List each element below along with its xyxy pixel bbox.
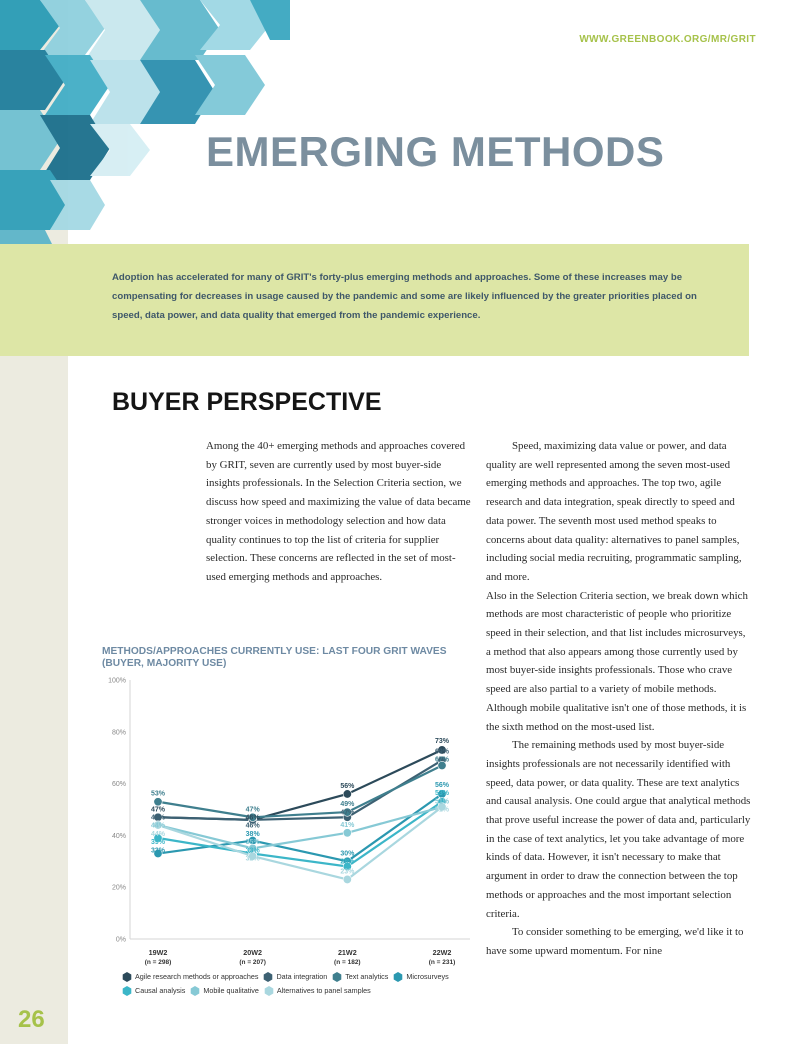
legend-item (122, 984, 185, 998)
data-label: 73% (434, 737, 450, 745)
legend-label: Causal analysis (135, 986, 186, 995)
legend-label: Mobile qualitative (203, 986, 259, 995)
legend-hexagon-icon (263, 972, 273, 982)
data-point (343, 829, 351, 837)
data-label: 67% (434, 756, 450, 764)
x-tick-label: 21W2 (337, 948, 357, 957)
body-paragraph: Among the 40+ emerging methods and approaches covered by GRIT, seven are currently used by most buyer-side insights professionals. In the Selection Criteria section, we discuss how speed and maximizing the value of data became stronger voices in methodology selection and how data quality continues to top the list of criteria for supplier selection. These concerns are reflected in the set of most-used emerging methods and approaches. (206, 440, 471, 583)
data-label: 38% (245, 830, 260, 838)
legend-item (264, 984, 371, 998)
data-label: 33% (150, 847, 166, 855)
data-label: 47% (150, 814, 166, 822)
data-label: 51% (434, 798, 450, 806)
line-chart (95, 672, 485, 972)
data-label: 56% (434, 781, 450, 789)
data-label: 69% (434, 748, 450, 756)
series-line (158, 794, 442, 861)
legend-hexagon-icon (264, 986, 274, 996)
data-label: 46% (245, 814, 260, 822)
legend-item (122, 970, 258, 984)
chart-title: METHODS/APPROACHES CURRENTLY USE: LAST FOUR GRIT WAVES (BUYER, MAJORITY USE) (102, 646, 447, 669)
legend-label: Alternatives to panel samples (276, 986, 371, 995)
y-tick-label: 40% (111, 832, 126, 840)
data-point (154, 798, 162, 806)
data-label: 47% (150, 806, 166, 814)
x-tick-sample-size: (n = 207) (239, 959, 266, 966)
x-tick-sample-size: (n = 298) (144, 959, 172, 966)
hexagon-pattern-decoration (0, 0, 300, 250)
body-column-left (206, 437, 474, 587)
data-point (343, 875, 351, 883)
legend-hexagon-icon (122, 972, 132, 982)
data-label: 23% (340, 868, 355, 876)
legend-label: Microsurveys (406, 972, 449, 981)
series-line (158, 765, 442, 817)
legend-item (393, 970, 448, 984)
data-label: 56% (340, 782, 355, 790)
legend-item (263, 970, 327, 984)
legend-label: Data integration (276, 972, 328, 981)
legend-hexagon-icon (332, 972, 342, 982)
body-paragraph: Also in the Selection Criteria section, we break down which methods are most characteristic of people who prioritize speed in their selection, and that list includes microsurveys, a method that also appears among those currently used by most buyer-side insights professionals. Those who crave speed are also partial to a variety of mobile methods. Although mobile qualitative isn't one of those methods, it is the sixth method on the most-used list. (486, 589, 748, 733)
x-tick-label: 19W2 (148, 948, 168, 957)
data-label: 28% (340, 858, 355, 866)
x-tick-sample-size: (n = 231) (428, 959, 456, 966)
intro-paragraph: Adoption has accelerated for many of GRIT's forty-plus emerging methods and approaches. Some of these increases may be compensating for decreases in usage caused by the pandemic and some are likely influenced by the greater priorities placed on speed, data power, and data quality that emerged from the pandemic experience. (112, 272, 697, 321)
data-label: 49% (340, 801, 355, 809)
legend-hexagon-icon (122, 986, 132, 996)
series-line (158, 807, 442, 848)
body-paragraph: To consider something to be emerging, we'd like it to have some upward momentum. For nine (486, 926, 744, 957)
legend-item (190, 984, 259, 998)
body-column-right (486, 437, 752, 961)
y-tick-label: 0% (115, 936, 126, 944)
legend-label: Agile research methods or approaches (135, 972, 259, 981)
legend-label: Text analytics (345, 972, 389, 981)
y-tick-label: 80% (111, 729, 126, 737)
data-label: 39% (150, 839, 166, 847)
x-tick-label: 20W2 (243, 948, 263, 957)
chart-legend (122, 970, 482, 998)
data-label: 44% (150, 822, 166, 830)
data-label: 47% (245, 806, 260, 814)
data-label: 35% (245, 839, 260, 847)
body-paragraph: Speed, maximizing data value or power, and data quality are well represented among the seven most-used emerging methods and approaches. The top two, agile research and data integration, speak directly to speed and data power. The seventh most used method speaks to concerns about data quality: alternatives to panel samples, including social media recruiting, programmatic sampling, and more. (486, 440, 742, 583)
data-label: 32% (245, 855, 260, 863)
y-tick-label: 20% (111, 884, 126, 892)
x-tick-label: 22W2 (432, 948, 452, 957)
data-label: 47% (340, 809, 355, 817)
data-label: 53% (150, 790, 166, 798)
y-tick-label: 60% (111, 781, 126, 789)
x-tick-sample-size: (n = 182) (334, 959, 361, 966)
data-label: 51% (434, 806, 450, 814)
series-line (158, 802, 442, 867)
legend-hexagon-icon (190, 986, 200, 996)
section-title: BUYER PERSPECTIVE (112, 388, 382, 416)
data-label: 41% (340, 821, 355, 829)
data-label: 33% (245, 847, 260, 855)
body-paragraph: The remaining methods used by most buyer-side insights professionals are not necessarily identified with speed, data power, or data quality. These are text analytics and causal analysis. One could argue that analytical methods that prove useful increase the power of data and, particularly in the case of text analytics, let you take advantage of more kinds of data. However, it isn't necessary to make that argument in order to draw the connection between the top methods or approaches and the most important selection criteria. (486, 739, 751, 920)
page-title: EMERGING METHODS (206, 128, 665, 175)
data-label: 30% (340, 850, 355, 858)
site-url[interactable]: WWW.GREENBOOK.ORG/MR/GRIT (579, 34, 756, 45)
page-number: 26 (18, 1006, 45, 1033)
legend-item (332, 970, 388, 984)
y-tick-label: 100% (108, 677, 126, 685)
legend-hexagon-icon (393, 972, 403, 982)
data-label: 46% (245, 822, 260, 830)
data-point (343, 790, 351, 798)
data-label: 53% (434, 790, 450, 798)
data-label: 44% (150, 830, 166, 838)
